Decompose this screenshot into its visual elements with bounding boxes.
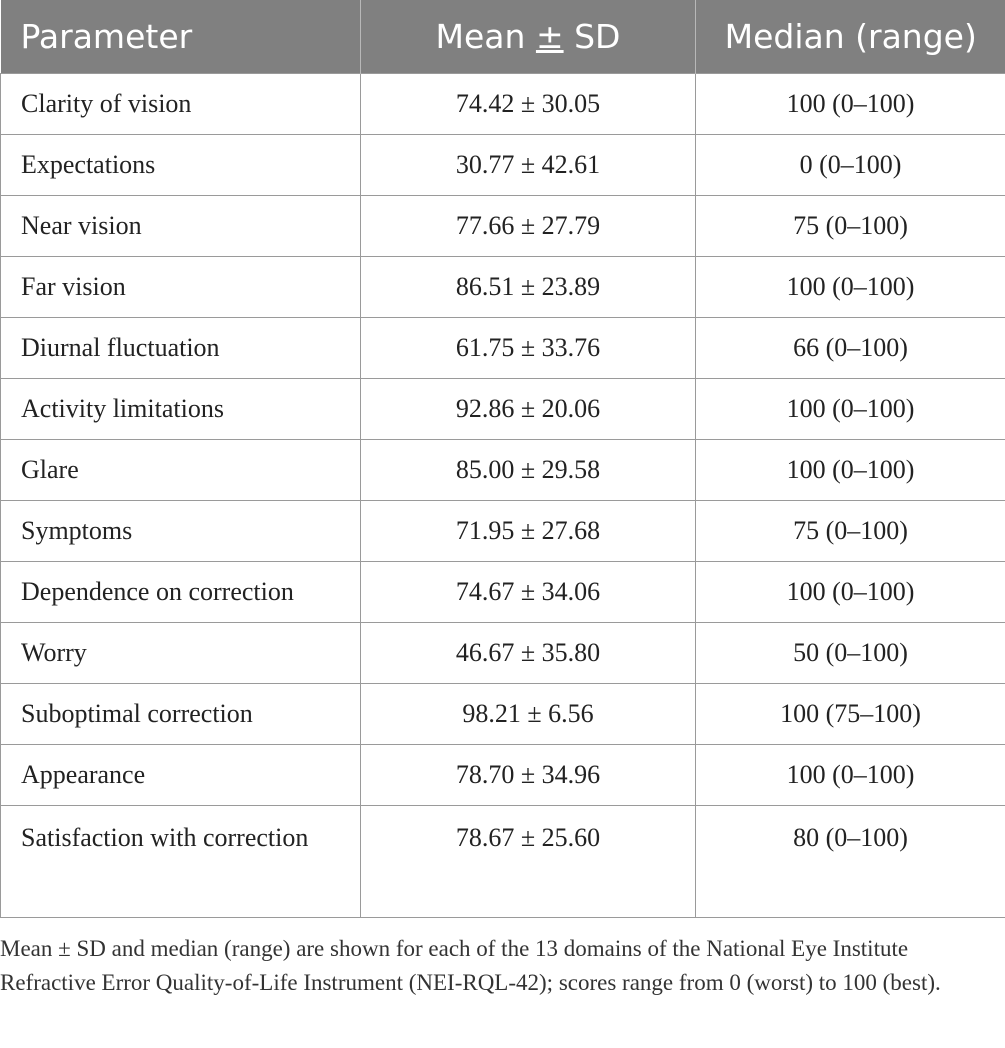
header-mean-sd: [361, 0, 696, 73]
cell-mean-sd: 78.67 ± 25.60: [361, 805, 696, 917]
cell-parameter: Activity limitations: [1, 378, 361, 439]
table-row: [1, 378, 1005, 439]
table-row: [1, 317, 1005, 378]
cell-median: 100 (75–100): [696, 683, 1005, 744]
cell-parameter: Clarity of vision: [1, 73, 361, 134]
cell-median: 100 (0–100): [696, 744, 1005, 805]
table-row: [1, 683, 1005, 744]
table-row: [1, 256, 1005, 317]
cell-median: 100 (0–100): [696, 378, 1005, 439]
table-row: [1, 805, 1005, 917]
cell-parameter: Far vision: [1, 256, 361, 317]
header-mean-suffix: SD: [563, 16, 621, 56]
table-row: [1, 622, 1005, 683]
cell-parameter: Worry: [1, 622, 361, 683]
cell-mean-sd: 86.51 ± 23.89: [361, 256, 696, 317]
header-median-range: Median (range): [696, 0, 1005, 73]
cell-parameter: Symptoms: [1, 500, 361, 561]
cell-parameter: Dependence on correction: [1, 561, 361, 622]
table-row: [1, 744, 1005, 805]
cell-median: 100 (0–100): [696, 439, 1005, 500]
cell-mean-sd: 78.70 ± 34.96: [361, 744, 696, 805]
cell-mean-sd: 61.75 ± 33.76: [361, 317, 696, 378]
table-row: [1, 561, 1005, 622]
cell-median: 0 (0–100): [696, 134, 1005, 195]
table-row: [1, 195, 1005, 256]
cell-median: 50 (0–100): [696, 622, 1005, 683]
cell-parameter: Near vision: [1, 195, 361, 256]
header-parameter: Parameter: [1, 0, 361, 73]
cell-median: 66 (0–100): [696, 317, 1005, 378]
cell-mean-sd: 92.86 ± 20.06: [361, 378, 696, 439]
cell-mean-sd: 77.66 ± 27.79: [361, 195, 696, 256]
cell-mean-sd: 74.42 ± 30.05: [361, 73, 696, 134]
cell-mean-sd: 46.67 ± 35.80: [361, 622, 696, 683]
table-row: [1, 500, 1005, 561]
cell-mean-sd: 71.95 ± 27.68: [361, 500, 696, 561]
header-mean-prefix: Mean: [435, 16, 536, 56]
cell-mean-sd: 85.00 ± 29.58: [361, 439, 696, 500]
header-mean-pm: ±: [535, 16, 564, 56]
cell-parameter: Glare: [1, 439, 361, 500]
cell-parameter: Expectations: [1, 134, 361, 195]
cell-median: 75 (0–100): [696, 195, 1005, 256]
cell-mean-sd: 30.77 ± 42.61: [361, 134, 696, 195]
cell-parameter: Diurnal fluctuation: [1, 317, 361, 378]
cell-parameter: Satisfaction with correction: [1, 805, 361, 917]
table-row: [1, 439, 1005, 500]
table-row: [1, 134, 1005, 195]
cell-parameter: Suboptimal correction: [1, 683, 361, 744]
cell-median: 100 (0–100): [696, 256, 1005, 317]
cell-median: 100 (0–100): [696, 561, 1005, 622]
table-row: [1, 73, 1005, 134]
cell-median: 80 (0–100): [696, 805, 1005, 917]
table-footnote: Mean ± SD and median (range) are shown for each of the 13 domains of the National Eye Institute Refractive Error Quality-of-Life Instrument (NEI-RQL-42); scores range from 0 (worst) to 100 (best).: [0, 936, 941, 995]
cell-median: 75 (0–100): [696, 500, 1005, 561]
cell-mean-sd: 74.67 ± 34.06: [361, 561, 696, 622]
table-header-row: [1, 0, 1005, 73]
cell-mean-sd: 98.21 ± 6.56: [361, 683, 696, 744]
cell-median: 100 (0–100): [696, 73, 1005, 134]
cell-parameter: Appearance: [1, 744, 361, 805]
